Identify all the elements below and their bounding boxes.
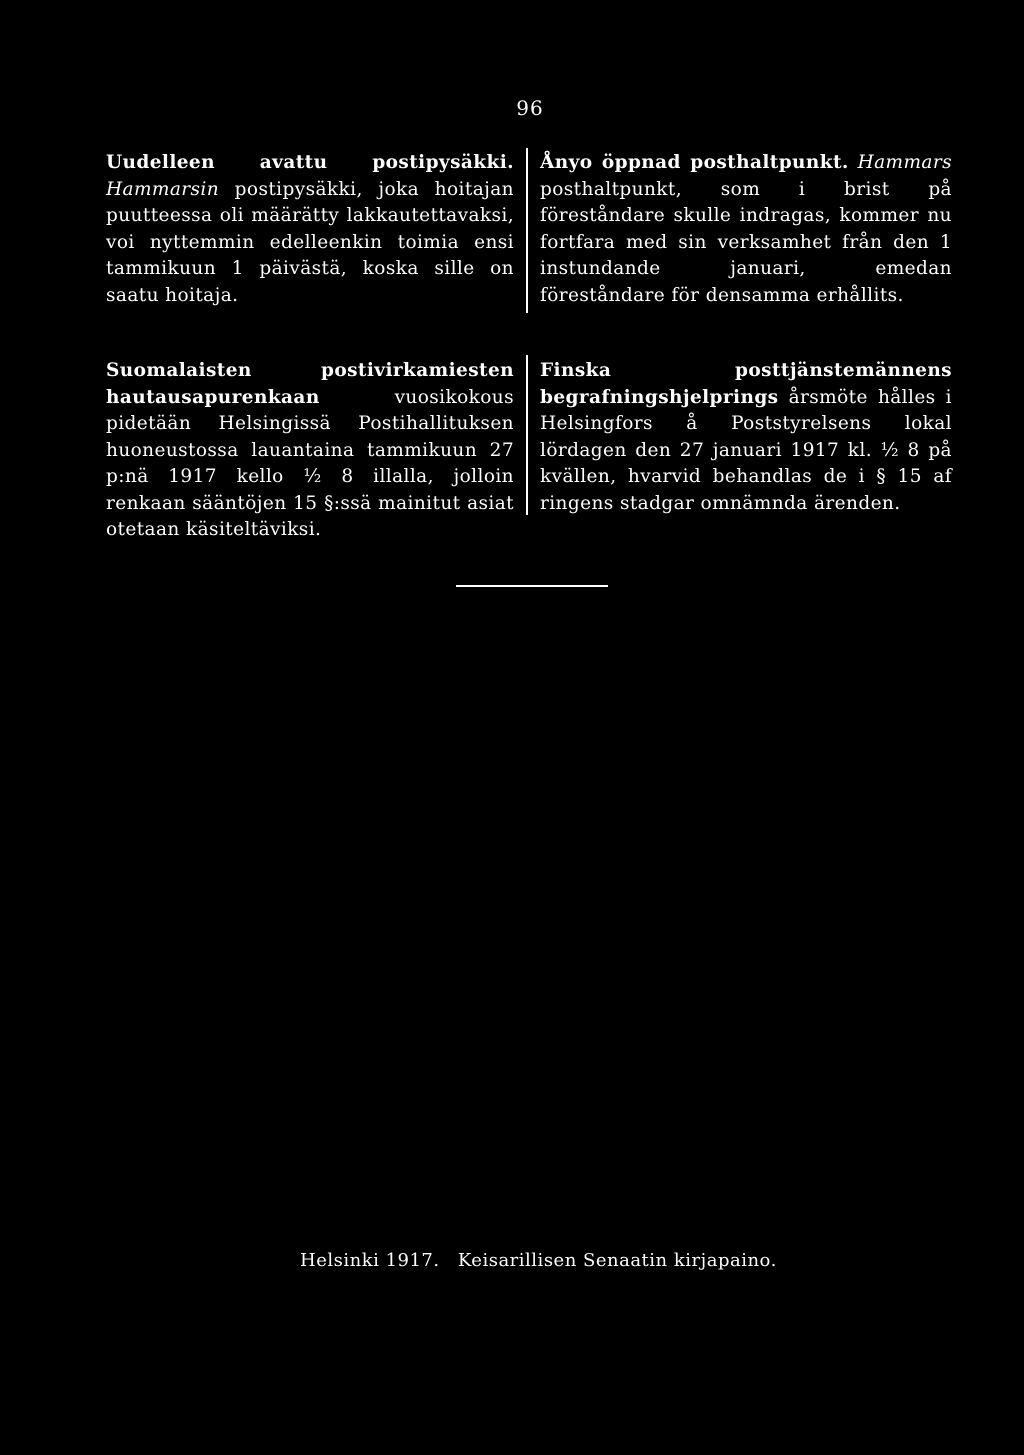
notice-1-swedish-heading: Ånyo öppnad posthaltpunkt.: [540, 152, 849, 173]
column-divider-2: [526, 355, 528, 515]
page-number: 96: [516, 96, 544, 120]
notice-1-finnish-body: postipysäkki, joka hoitajan puutteessa oli määrätty lakkautettavaksi, voi nyttemmin edelleenkin toimia ensi tammikuun 1 päivästä, koska sille on saatu hoitaja.: [106, 178, 514, 306]
imprint-printer: Keisarillisen Senaatin kirjapaino.: [457, 1250, 777, 1271]
notice-2-finnish-body: vuosikokous pidetään Helsingissä Postihallituksen huoneustossa lauantaina tammikuun 27 p:nä 1917 kello ½ 8 illalla, jolloin renkaan sääntöjen 15 §:ssä mainitut asiat otetaan käsiteltäviksi.: [106, 386, 514, 540]
notice-1-swedish-body: posthaltpunkt, som i brist på föreståndare skulle indragas, kommer nu fortfara med sin verksamhet från den 1 instundande januari, emedan föreståndare för densamma erhållits.: [540, 178, 952, 306]
notice-1-finnish: [106, 150, 514, 309]
notice-2-swedish-heading: Finska posttjänstemännens begrafningshjelprings: [540, 360, 952, 408]
printer-imprint: [300, 1250, 777, 1271]
notice-1-swedish-lead: Hammars: [857, 152, 952, 173]
notice-2-swedish: [540, 358, 952, 517]
notice-1-finnish-lead: Hammarsin: [106, 178, 220, 200]
notice-2-finnish-heading: Suomalaisten postivirkamiesten hautausapurenkaan: [106, 360, 514, 408]
notice-1-swedish: [540, 150, 952, 309]
end-rule: [456, 585, 608, 587]
notice-1-finnish-heading: Uudelleen avattu postipysäkki.: [106, 152, 514, 173]
notice-2-finnish: [106, 358, 514, 544]
imprint-place-year: Helsinki 1917.: [300, 1250, 440, 1271]
notice-2-swedish-body: årsmöte hålles i Helsingfors å Poststyrelsens lokal lördagen den 27 januari 1917 kl. ½ 8 på kvällen, hvarvid behandlas de i § 15 af ringens stadgar omnämnda ärenden.: [540, 386, 952, 514]
column-divider-1: [526, 148, 528, 313]
